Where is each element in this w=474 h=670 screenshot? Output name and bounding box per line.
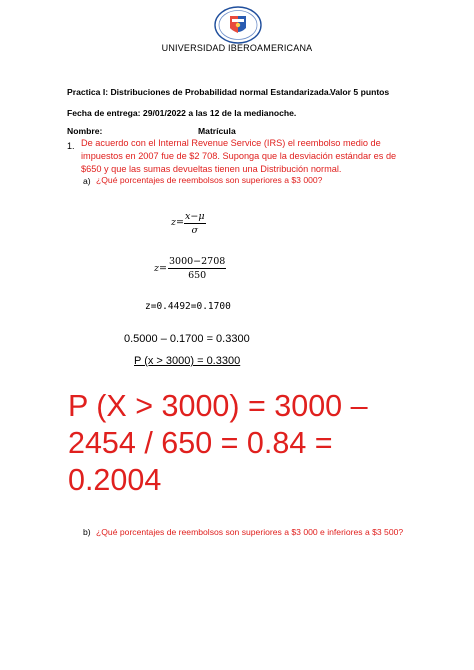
university-logo xyxy=(214,6,262,44)
step1-fraction xyxy=(168,256,226,281)
answer-large: P (X > 3000) = 3000 – 2454 / 650 = 0.84 = 0.2004 xyxy=(68,389,368,497)
id-label: Matrícula xyxy=(198,126,236,136)
question-b-text: ¿Qué porcentajes de reembolsos son superiores a $3 000 e inferiores a $3 500? xyxy=(96,527,404,537)
practice-title: Practica I: Distribuciones de Probabilidad normal Estandarizada. xyxy=(67,87,332,97)
question-b-letter: b) xyxy=(83,527,91,537)
formula-lhs: z= xyxy=(171,217,184,228)
step1-numerator: 3000−2708 xyxy=(169,256,226,267)
step1-lhs: z= xyxy=(154,263,167,274)
question-a-letter: a) xyxy=(83,176,91,186)
university-name: UNIVERSIDAD IBEROAMERICANA xyxy=(161,43,313,53)
deadline: Fecha de entrega: 29/01/2022 a las 12 de la medianoche. xyxy=(67,108,297,118)
name-label: Nombre: xyxy=(67,126,103,136)
formula-denominator: σ xyxy=(191,225,198,236)
result: P (x > 3000) = 0.3300 xyxy=(134,355,241,367)
step1-denominator: 650 xyxy=(188,270,207,281)
item-number: 1. xyxy=(67,141,75,151)
step2: z=0.4492=0.1700 xyxy=(145,301,231,312)
problem-statement: De acuerdo con el Internal Revenue Service (IRS) el reembolso medio de impuestos en 2007 fue de $2 708. Suponga que la desviación estándar es de $650 y que las sumas devueltas tienen una Distribución normal. xyxy=(81,138,397,175)
calculation: 0.5000 – 0.1700 = 0.3300 xyxy=(124,333,250,345)
question-a-text: ¿Qué porcentajes de reembolsos son superiores a $3 000? xyxy=(96,175,323,185)
formula-fraction xyxy=(184,211,206,236)
formula-numerator: x−μ xyxy=(185,211,205,222)
practice-value: Valor 5 puntos xyxy=(330,87,390,97)
